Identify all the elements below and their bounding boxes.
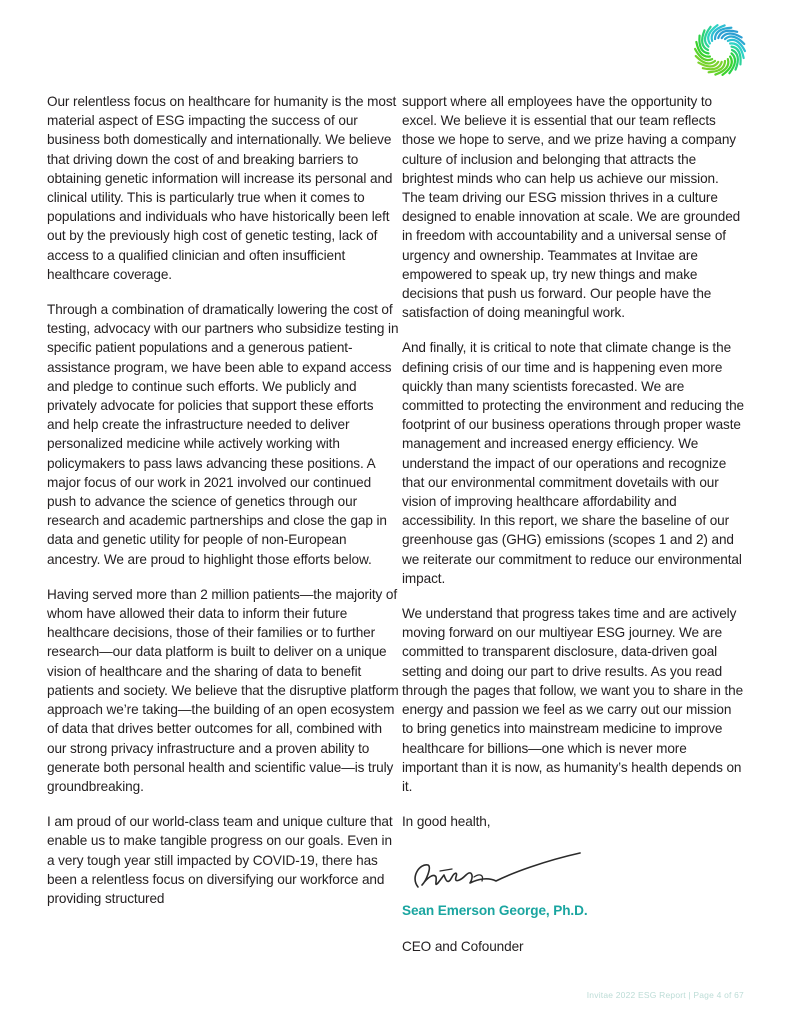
body-paragraph: I am proud of our world-class team and unique culture that enable us to make tangible progress on our goals. Even in a very tough year still impacted by COVID-19, there has been a relentless focus on diversifying our workforce and providing structured	[47, 814, 393, 906]
body-paragraph: Through a combination of dramatically lowering the cost of testing, advocacy with our partners who subsidize testing in specific patient populations and a generous patient-assistance program, we have been able to expand access and pledge to continue such efforts. We publicly and privately advocate for policies that support these efforts and help create the infrastructure needed to deliver personalized medicine while actively working with policymakers to pass laws advancing these positions. A major focus of our work in 2021 involved our continued push to advance the science of genetics through our research and academic partnerships and close the gap in data and genetic utility for people of non-European ancestry. We are proud to highlight those efforts below.	[47, 302, 399, 567]
signature-icon	[404, 847, 584, 899]
body-paragraph: Having served more than 2 million patients—the majority of whom have allowed their data to inform their future healthcare decisions, those of their families or to further research—our data platform is built to deliver on a unique vision of healthcare and the sharing of data to benefit patients and society. We believe that the disruptive platform approach we’re taking—the building of an open ecosystem of data that drives better outcomes for all, combined with our strong privacy infrastructure and a proven ability to generate both personal health and scientific value—is truly groundbreaking.	[47, 586, 399, 794]
right-column	[402, 92, 744, 972]
signer-name: Sean Emerson George, Ph.D.	[402, 903, 588, 919]
body-paragraph: We understand that progress takes time and are actively moving forward on our multiyear ESG journey. We are committed to transparent disclosure, data-driven goal setting and doing our part to drive results. As you read through the pages that follow, we want you to share in the energy and passion we feel as we carry out our mission to bring genetics into mainstream medicine to improve healthcare for billions—one which is never more important than it is now, as humanity’s health depends on it.	[402, 606, 744, 794]
body-paragraph: support where all employees have the opportunity to excel. We believe it is essential that our team reflects those we hope to serve, and we prize having a company culture of inclusion and belonging that attracts the brightest minds who can help us achieve our mission. The team driving our ESG mission thrives in a culture designed to enable innovation at scale. We are grounded in freedom with accountability and a universal sense of urgency and ownership. Teammates at Invitae are empowered to speak up, try new things and make decisions that push us forward. Our people have the satisfaction of doing meaningful work.	[402, 94, 741, 321]
invitae-logo-icon	[692, 22, 748, 78]
signer-title: CEO and Cofounder	[402, 938, 524, 954]
closing-salutation: In good health,	[402, 814, 491, 830]
body-paragraph: Our relentless focus on healthcare for humanity is the most material aspect of ESG impacting the success of our business both domestically and internationally. We believe that driving down the cost of and breaking barriers to obtaining genetic information will increase its personal and clinical utility. This is particularly true when it comes to populations and individuals who have historically been left out by the previously high cost of genetic testing, lack of access to a qualified clinician and often insufficient healthcare coverage.	[47, 94, 397, 282]
body-paragraph: And finally, it is critical to note that climate change is the defining crisis of our time and is happening even more quickly than many scientists forecasted. We are committed to protecting the environment and reducing the footprint of our business operations through proper waste management and increased energy efficiency. We understand the impact of our operations and recognize that our environmental commitment dovetails with our vision of improving healthcare affordability and accessibility. In this report, we share the baseline of our greenhouse gas (GHG) emissions (scopes 1 and 2) and we reiterate our commitment to reduce our environmental impact.	[402, 340, 744, 586]
left-column	[47, 92, 399, 924]
page-footer: Invitae 2022 ESG Report | Page 4 of 67	[586, 990, 744, 1000]
